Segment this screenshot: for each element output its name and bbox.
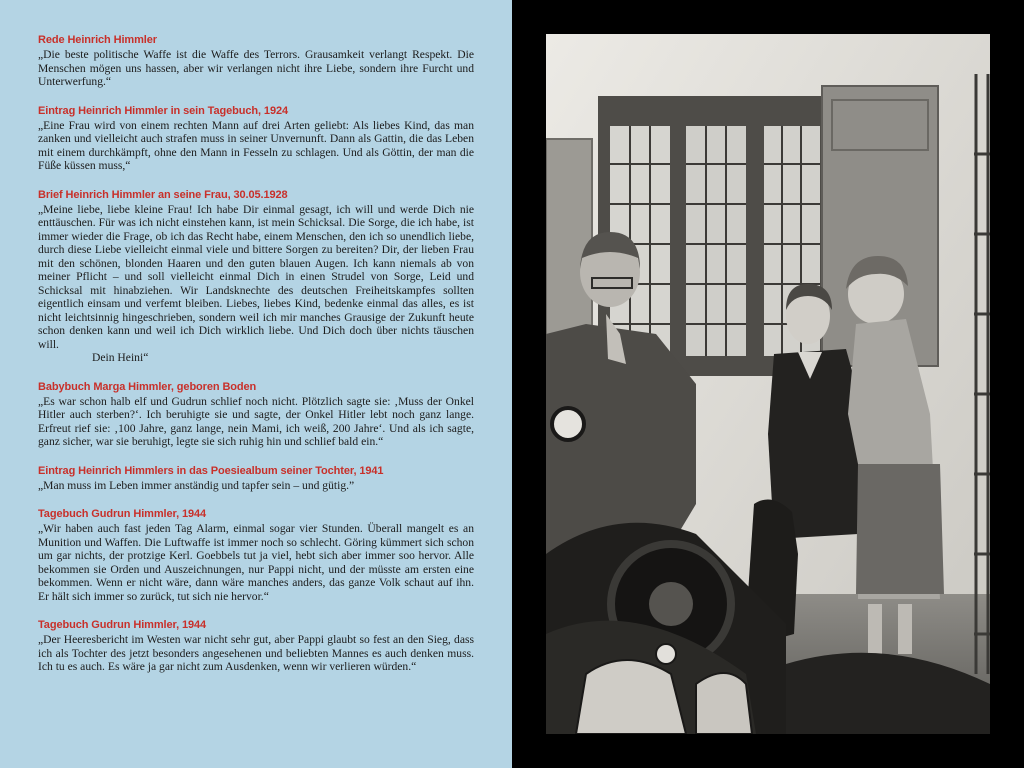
quote-entry: [38, 465, 474, 493]
entry-heading: Eintrag Heinrich Himmlers in das Poesiealbum seiner Tochter, 1941: [38, 464, 384, 477]
entry-heading: Brief Heinrich Himmler an seine Frau, 30.05.1928: [38, 188, 288, 201]
letter-signature: Dein Heini“: [92, 351, 149, 364]
entry-heading: Babybuch Marga Himmler, geboren Boden: [38, 380, 257, 393]
entry-quote: „Wir haben auch fast jeden Tag Alarm, einmal sogar vier Stunden. Überall mangelt es an Munition und Waffen. Die Luftwaffe ist immer noch so schlecht. Göring kümmert sich schon um gar nichts, der protzige Kerl. Goebbels tut ja viel, hebt sich aber immer soo hervor. Alle bekommen sie Orden und Auszeichnungen, nur Pappi nicht, und der müsste am ersten eine bekommen. Wenn er nicht wäre, dann wäre manches anders, das ganze Volk schaut auf ihn. Er hält sich immer so zurück, tut sich nie hervor.“: [38, 522, 474, 603]
entry-heading: Rede Heinrich Himmler: [38, 34, 157, 46]
entry-heading: Eintrag Heinrich Himmler in sein Tagebuch, 1924: [38, 104, 289, 117]
photo-page: [512, 0, 1024, 768]
quote-entry: [38, 508, 474, 603]
entry-heading: Tagebuch Gudrun Himmler, 1944: [38, 508, 207, 520]
entry-heading: Tagebuch Gudrun Himmler, 1944: [38, 619, 207, 631]
historical-photo: [546, 34, 990, 734]
entry-quote: [38, 203, 474, 365]
quote-entry: [38, 381, 474, 449]
quote-entry: [38, 105, 474, 173]
letter-text: „Meine liebe, liebe kleine Frau! Ich habe Dir einmal gesagt, ich will und werde Dich nie enttäuschen. Für was ich nicht einstehen kann, ist mein Schicksal. Die Sorge, die ich habe, ist immer wieder die Frage, ob ich das Recht habe, einem Menschen, den ich so unendlich liebe, durch diese Liebe vielleicht einmal viele und bittere Sorgen zu bereiten? Dir, der lieben Frau mit den schönen, blonden Haaren und den guten blauen Augen. Ich kann niemals ab von meiner Pflicht – und soll vielleicht einmal Dich in einen Strudel von Sorge, Leid und Schicksal mit hinabziehen. Wir Landsknechte des deutschen Freiheitskampfes sollten eigentlich einsam und verfemt bleiben. Liebes, liebes Kind, bedenke einmal das alles, es ist nicht leichtsinnig hingeschrieben, sondern weil ich mir manches Grausige der Zukunft heute schon denken kann und weil ich Dich wirklich liebe. Und Dich doch über nichts täuschen will.: [38, 202, 474, 351]
entry-quote: „Der Heeresbericht im Westen war nicht sehr gut, aber Pappi glaubt so fest an den Sieg, dass ich als Tochter des jetzt besonders angesehenen und beliebten Mannes es auch denken muss. Ich tu es auch. Es wäre ja gar nicht zum Ausdenken, wenn wir verlieren würden.“: [38, 633, 474, 673]
entry-quote: „Man muss im Leben immer anständig und tapfer sein – und gütig.”: [38, 478, 355, 492]
quote-entry: [38, 619, 474, 674]
quote-entry: [38, 189, 474, 365]
entry-quote: „Es war schon halb elf und Gudrun schlief noch nicht. Plötzlich sagte sie: ‚Muss der Onkel Hitler auch sterben?‘. Ich beruhigte sie und sagte, der Onkel Hitler lebt noch ganz lange. Erfreut rief sie: ‚100 Jahre, ganz lange, nein Mami, ich weiß, 200 Jahre‘. Und als ich sagte, ganz sicher, war sie beruhigt, legte sie sich ruhig hin und schlief bald ein.“: [38, 394, 474, 448]
photo-illustration: [546, 34, 990, 734]
entry-quote: „Die beste politische Waffe ist die Waffe des Terrors. Grausamkeit verlangt Respekt. Die Menschen mögen uns hassen, aber wir verlangen nicht ihre Liebe, sondern ihre Furcht und Unterwerfung.“: [38, 48, 474, 88]
entry-quote: „Eine Frau wird von einem rechten Mann auf drei Arten geliebt: Als liebes Kind, das man zanken und vielleicht auch strafen muss in seiner Unvernunft. Dann als Gattin, die das Leben mit einem durchkämpft, ohne den Mann in Fesseln zu schlagen. Und als Göttin, der man die Füße küssen muss,“: [38, 118, 474, 172]
quote-entry: [38, 34, 474, 89]
